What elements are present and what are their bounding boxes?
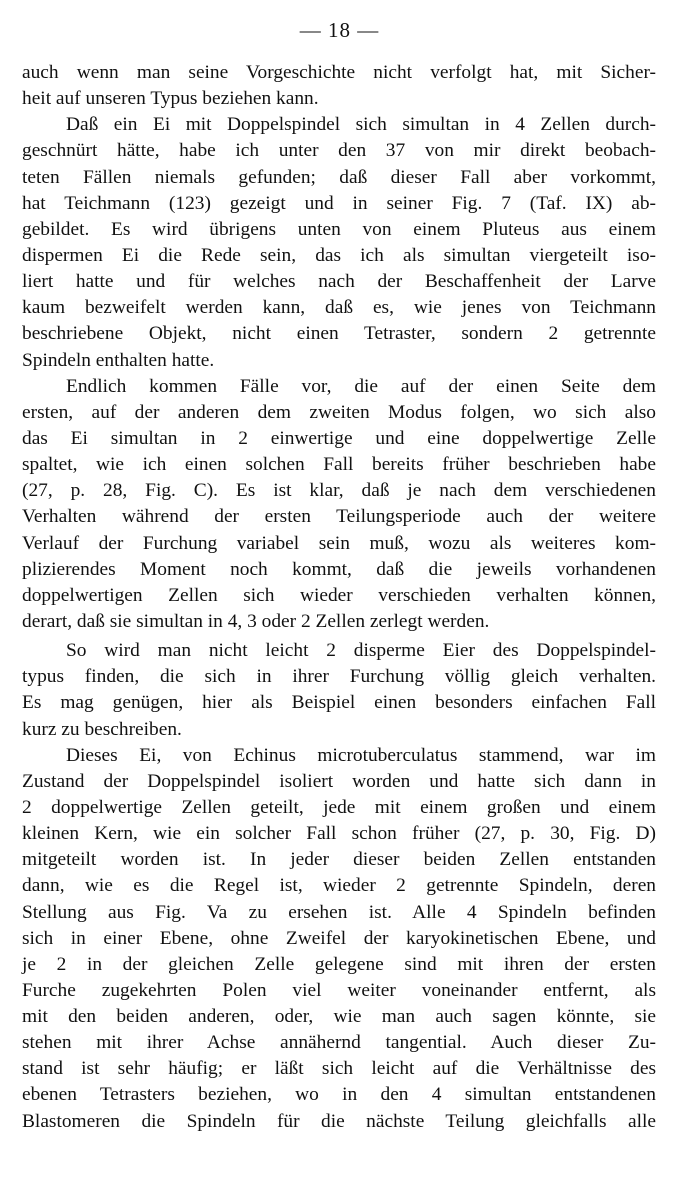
text-line: typus finden, die sich in ihrer Furchung völlig gleich verhalten. <box>22 666 656 688</box>
text-line: hat Teichmann (123) gezeigt und in seiner Fig. 7 (Taf. IX) ab- <box>22 192 656 214</box>
text-line: Verhalten während der ersten Teilungsperiode auch der weitere <box>22 506 656 528</box>
text-line: Furche zugekehrten Polen viel weiter voneinander entfernt, als <box>22 979 656 1001</box>
text-line: das Ei simultan in 2 einwertige und eine doppelwertige Zelle <box>22 427 656 449</box>
text-line: kaum bezweifelt werden kann, daß es, wie jenes von Teichmann <box>22 297 656 319</box>
text-line: plizierendes Moment noch kommt, daß die jeweils vorhandenen <box>22 558 656 580</box>
paragraph <box>22 374 656 635</box>
text-line: Zustand der Doppelspindel isoliert worden und hatte sich dann in <box>22 770 656 792</box>
text-line: ebenen Tetrasters beziehen, wo in den 4 simultan entstandenen <box>22 1084 656 1106</box>
text-line: mit den beiden anderen, oder, wie man auch sagen könnte, sie <box>22 1006 656 1028</box>
text-line: kleinen Kern, wie ein solcher Fall schon früher (27, p. 30, Fig. D) <box>22 823 656 845</box>
text-line: heit auf unseren Typus beziehen kann. <box>22 88 319 110</box>
text-line: teten Fällen niemals gefunden; daß dieser Fall aber vorkommt, <box>22 166 656 188</box>
text-line: spaltet, wie ich einen solchen Fall bereits früher beschrieben habe <box>22 454 656 476</box>
paragraph <box>22 638 656 743</box>
text-line: 2 doppelwertige Zellen geteilt, jede mit einem großen und einem <box>22 796 656 818</box>
page-number: — 18 — <box>299 18 380 42</box>
text-line: auch wenn man seine Vorgeschichte nicht verfolgt hat, mit Sicher- <box>22 62 656 83</box>
text-line: kurz zu beschreiben. <box>22 718 182 740</box>
text-line: dispermen Ei die Rede sein, das ich als simultan viergeteilt iso- <box>22 244 656 266</box>
text-line: stand ist sehr häufig; er läßt sich leicht auf die Verhältnisse des <box>22 1058 656 1080</box>
paragraph <box>22 112 656 373</box>
text-line: dann, wie es die Regel ist, wieder 2 getrennte Spindeln, deren <box>22 875 656 897</box>
text-line: Daß ein Ei mit Doppelspindel sich simultan in 4 Zellen durch- <box>66 114 656 136</box>
text-line: derart, daß sie simultan in 4, 3 oder 2 Zellen zerlegt werden. <box>22 610 490 632</box>
text-line: stehen mit ihrer Achse annähernd tangential. Auch dieser Zu- <box>22 1032 656 1054</box>
text-line: Es mag genügen, hier als Beispiel einen besonders einfachen Fall <box>22 692 656 714</box>
text-line: Stellung aus Fig. Va zu ersehen ist. Alle 4 Spindeln befinden <box>22 901 656 923</box>
text-line: (27, p. 28, Fig. C). Es ist klar, daß je nach dem verschiedenen <box>22 480 656 502</box>
text-line: doppelwertigen Zellen sich wieder verschieden verhalten können, <box>22 584 656 606</box>
text-line: sich in einer Ebene, ohne Zweifel der karyokinetischen Ebene, und <box>22 927 656 949</box>
text-line: beschriebene Objekt, nicht einen Tetraster, sondern 2 getrennte <box>22 323 656 345</box>
text-line: Blastomeren die Spindeln für die nächste Teilung gleichfalls alle <box>22 1110 656 1132</box>
text-line: Dieses Ei, von Echinus microtuberculatus stammend, war im <box>66 744 656 766</box>
text-line: mitgeteilt worden ist. In jeder dieser beiden Zellen entstanden <box>22 849 656 871</box>
paragraph <box>22 743 656 1135</box>
text-line: je 2 in der gleichen Zelle gelegene sind mit ihren der ersten <box>22 953 656 975</box>
text-line: gebildet. Es wird übrigens unten von einem Pluteus aus einem <box>22 218 656 240</box>
text-line: geschnürt hätte, habe ich unter den 37 von mir direkt beobach- <box>22 140 656 162</box>
text-line: Spindeln enthalten hatte. <box>22 349 215 371</box>
text-line: So wird man nicht leicht 2 disperme Eier des Doppelspindel- <box>66 640 656 662</box>
text-line: ersten, auf der anderen dem zweiten Modus folgen, wo sich also <box>22 401 656 423</box>
text-line: Endlich kommen Fälle vor, die auf der einen Seite dem <box>66 375 656 397</box>
paragraph <box>22 60 656 112</box>
text-line: liert hatte und für welches nach der Beschaffenheit der Larve <box>22 271 656 293</box>
text-line: Verlauf der Furchung variabel sein muß, wozu als weiteres kom- <box>22 532 656 554</box>
body-text <box>22 60 656 1135</box>
